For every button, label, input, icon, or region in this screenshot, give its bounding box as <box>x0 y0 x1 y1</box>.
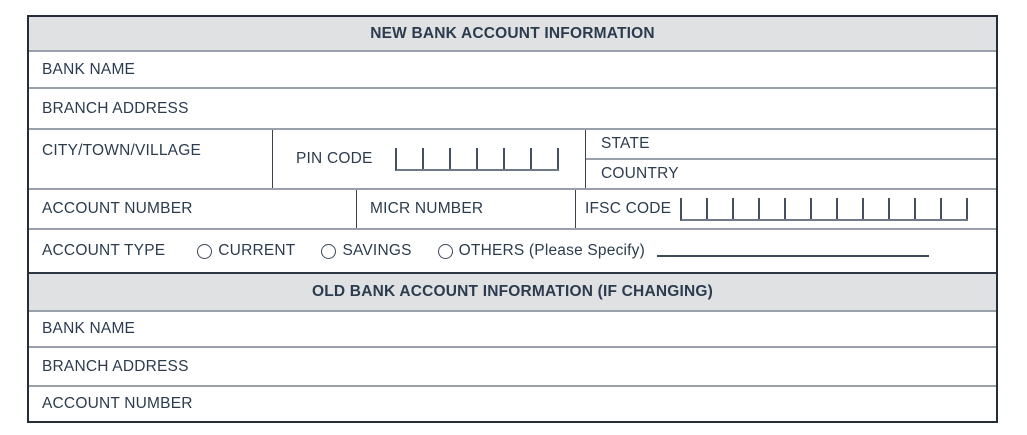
row-old-account-number <box>29 387 996 421</box>
ifsc-code-label: IFSC CODE <box>585 200 672 217</box>
city-town-village-cell <box>29 130 272 188</box>
section-header-new-account <box>29 17 996 52</box>
new-branch-address-input-area[interactable] <box>189 89 996 128</box>
state-label: STATE <box>601 135 650 152</box>
old-bank-name-label: BANK NAME <box>42 320 136 337</box>
new-account-number-input-area[interactable] <box>193 190 356 228</box>
old-account-number-label: ACCOUNT NUMBER <box>42 395 193 412</box>
row-new-bank-name <box>29 52 996 89</box>
radio-savings-label: SAVINGS <box>342 242 412 259</box>
row-state <box>586 130 996 160</box>
pin-code-comb[interactable] <box>395 148 559 171</box>
city-town-village-label: CITY/TOWN/VILLAGE <box>42 142 202 159</box>
radio-others-icon[interactable] <box>438 244 453 259</box>
old-account-number-input-area[interactable] <box>193 387 996 421</box>
old-bank-name-input-area[interactable] <box>135 312 996 346</box>
old-branch-address-label: BRANCH ADDRESS <box>42 357 189 375</box>
row-old-bank-name <box>29 312 996 348</box>
new-bank-name-input-area[interactable] <box>135 52 996 87</box>
row-account-micr-ifsc <box>29 190 996 230</box>
radio-option-current[interactable] <box>197 242 295 260</box>
old-account-section-title: OLD BANK ACCOUNT INFORMATION (IF CHANGING) <box>311 283 714 300</box>
others-specify-write-line[interactable] <box>657 255 929 257</box>
row-old-branch-address <box>29 348 996 387</box>
radio-others-label: OTHERS (Please Specify) <box>458 242 645 259</box>
radio-current-label: CURRENT <box>218 242 296 259</box>
pin-code-label: PIN CODE <box>296 150 373 167</box>
country-input-area[interactable] <box>679 160 996 188</box>
radio-savings-icon[interactable] <box>321 244 336 259</box>
radio-option-others[interactable] <box>438 242 645 260</box>
new-branch-address-label: BRANCH ADDRESS <box>42 99 189 117</box>
radio-current-icon[interactable] <box>197 244 212 259</box>
section-header-old-account <box>29 274 996 312</box>
micr-number-cell <box>356 190 575 228</box>
new-bank-name-label: BANK NAME <box>42 60 136 78</box>
ifsc-code-comb[interactable] <box>680 198 968 221</box>
bank-account-form-table <box>27 15 998 423</box>
new-account-number-cell <box>29 190 356 228</box>
row-country <box>586 160 996 188</box>
state-input-area[interactable] <box>650 130 996 158</box>
state-country-cell <box>585 130 996 188</box>
pin-code-cell <box>272 130 585 188</box>
row-new-branch-address <box>29 89 996 130</box>
old-branch-address-input-area[interactable] <box>189 348 996 385</box>
account-type-label: ACCOUNT TYPE <box>42 242 166 259</box>
country-label: COUNTRY <box>601 165 679 182</box>
micr-number-label: MICR NUMBER <box>370 200 484 217</box>
new-account-section-title: NEW BANK ACCOUNT INFORMATION <box>370 24 655 42</box>
micr-number-input-area[interactable] <box>483 190 575 228</box>
new-account-number-label: ACCOUNT NUMBER <box>42 200 193 217</box>
city-town-village-input-area[interactable] <box>201 142 272 188</box>
ifsc-code-cell <box>575 190 996 228</box>
row-city-pin-state <box>29 130 996 190</box>
row-account-type <box>29 230 996 274</box>
radio-option-savings[interactable] <box>321 242 411 260</box>
